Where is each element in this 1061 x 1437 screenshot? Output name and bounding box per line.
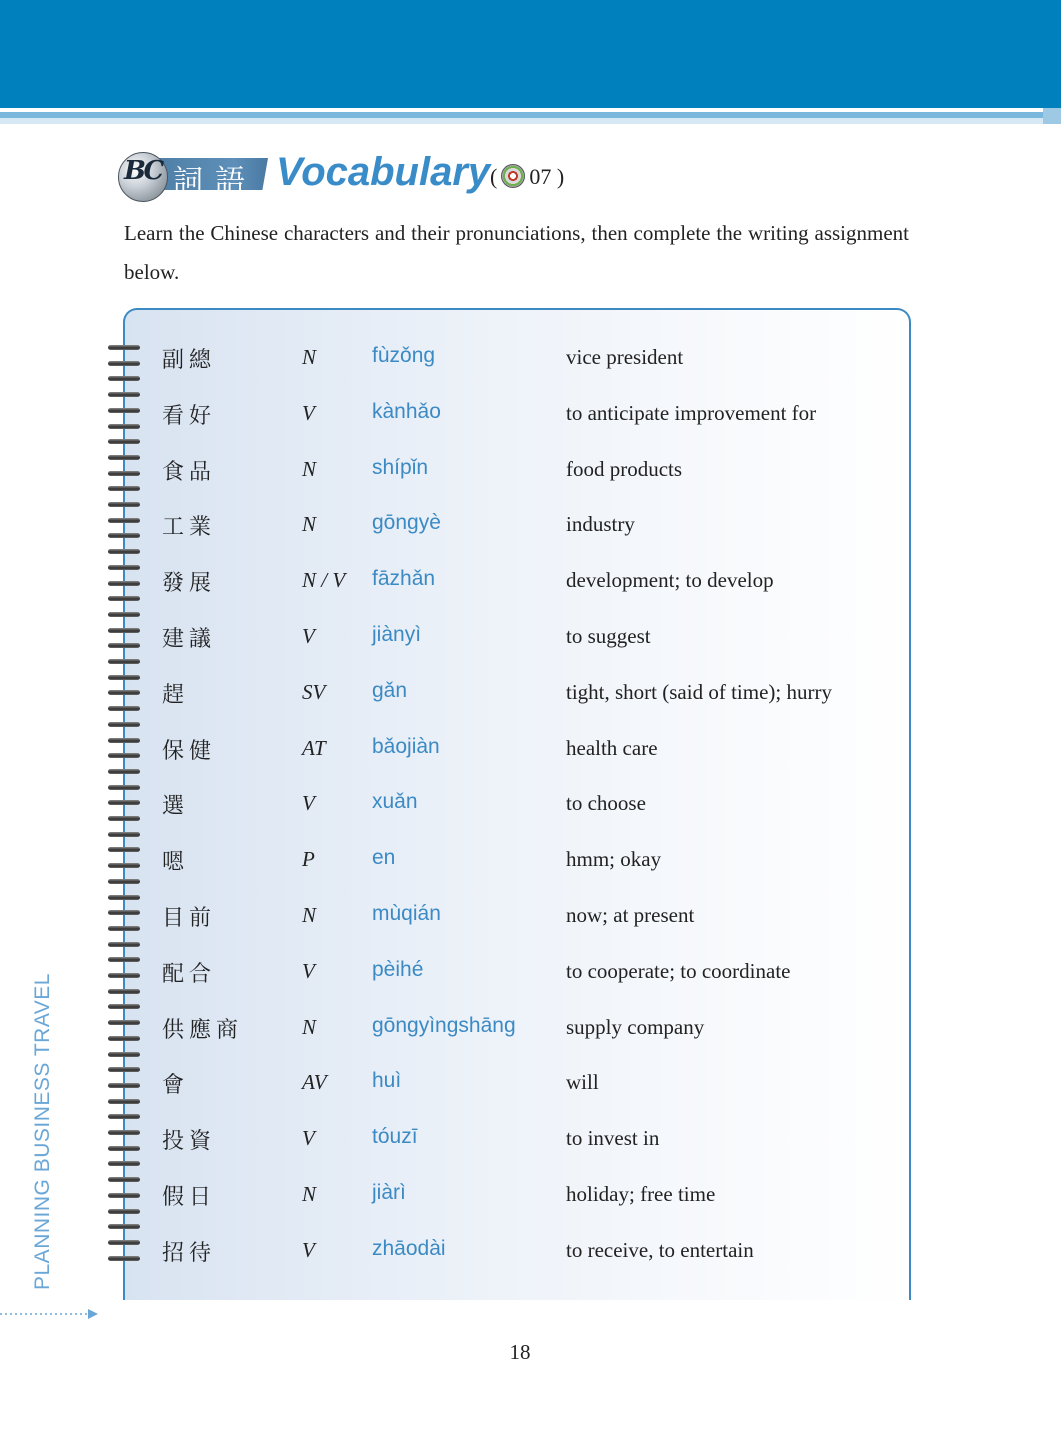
- vocab-chinese: 投資: [162, 1129, 217, 1155]
- track-number: 07: [529, 164, 552, 189]
- vocab-pinyin: xuǎn: [372, 790, 418, 814]
- vocab-part-of-speech: V: [302, 958, 315, 983]
- vocab-row: [0, 999, 1061, 1055]
- vocab-english: food products: [566, 456, 683, 481]
- vocab-chinese: 保健: [162, 738, 217, 764]
- vocab-row: [0, 329, 1061, 385]
- vocab-row: [0, 552, 1061, 608]
- vocab-part-of-speech: V: [302, 400, 315, 425]
- audio-track-reference: [490, 164, 564, 190]
- vocab-row: [0, 664, 1061, 720]
- vocab-chinese: 嗯: [162, 850, 190, 876]
- vocab-chinese: 趕: [162, 682, 190, 708]
- vocab-part-of-speech: AV: [302, 1070, 327, 1095]
- vocab-part-of-speech: SV: [302, 679, 326, 704]
- paren-open: (: [490, 164, 498, 189]
- banner-notch: [1043, 108, 1061, 124]
- vocab-part-of-speech: V: [302, 791, 315, 816]
- vocab-part-of-speech: N: [302, 1014, 317, 1039]
- vocab-row: [0, 496, 1061, 552]
- page-number: 18: [509, 1340, 531, 1364]
- vocab-chinese: 選: [162, 794, 190, 820]
- vocab-pinyin: gǎn: [372, 678, 408, 702]
- vocab-english: holiday; free time: [566, 1182, 716, 1206]
- vocab-part-of-speech: N: [302, 903, 317, 927]
- vocab-chinese: 發展: [162, 571, 217, 597]
- vocab-english: to choose: [566, 791, 646, 816]
- vocab-row: [0, 1110, 1061, 1166]
- vocab-chinese: 供應商: [162, 1017, 244, 1043]
- vocab-part-of-speech: N: [302, 512, 317, 537]
- vocab-pinyin: tóuzī: [372, 1125, 418, 1149]
- vocab-row: [0, 441, 1061, 497]
- vocab-pinyin: gōngyìngshāng: [372, 1013, 516, 1037]
- vocab-pinyin: mùqián: [372, 902, 441, 925]
- vocab-part-of-speech: V: [302, 1126, 315, 1151]
- paren-close: ): [556, 164, 565, 189]
- vocab-pinyin: shípǐn: [372, 455, 429, 479]
- vocab-part-of-speech: AT: [302, 735, 326, 760]
- vocab-row: [0, 831, 1061, 887]
- section-title-chinese: 詞語: [173, 164, 257, 199]
- vocab-row: [0, 385, 1061, 441]
- vocab-english: hmm; okay: [566, 847, 662, 872]
- vocab-pinyin: pèihé: [372, 957, 424, 981]
- instructions-text: Learn the Chinese characters and their pronunciations, then complete the writing assignment below.: [124, 221, 909, 284]
- banner-stripe-light: [0, 118, 1061, 124]
- vocab-row: [0, 608, 1061, 664]
- chapter-side-label: PLANNING BUSINESS TRAVEL: [31, 973, 54, 1290]
- vocab-chinese: 食品: [162, 459, 217, 485]
- vocab-row: [0, 1054, 1061, 1110]
- section-title-english: Vocabulary: [276, 150, 491, 194]
- vocab-english: to suggest: [566, 624, 651, 648]
- vocab-pinyin: jiàrì: [372, 1181, 406, 1204]
- vocab-english: to invest in: [566, 1126, 660, 1151]
- vocab-row: [0, 1222, 1061, 1278]
- vocab-row: [0, 775, 1061, 831]
- vocab-chinese: 假日: [162, 1185, 217, 1210]
- vocab-pinyin: en: [372, 846, 396, 870]
- vocab-english: now; at present: [566, 903, 695, 927]
- vocab-chinese: 會: [162, 1073, 190, 1099]
- vocab-pinyin: bǎojiàn: [372, 734, 440, 758]
- vocab-row: [0, 720, 1061, 776]
- vocab-part-of-speech: V: [302, 624, 315, 648]
- vocab-chinese: 配合: [162, 961, 217, 987]
- vocab-english: health care: [566, 735, 658, 760]
- vocab-pinyin: kànhǎo: [372, 399, 441, 423]
- vocab-row: [0, 887, 1061, 943]
- vocab-english: to anticipate improvement for: [566, 400, 817, 425]
- logo-text: BC: [124, 156, 162, 186]
- vocab-row: [0, 943, 1061, 999]
- vocab-english: to receive, to entertain: [566, 1237, 754, 1262]
- top-banner: [0, 0, 1061, 108]
- vocab-chinese: 副總: [162, 348, 217, 373]
- vocab-english: vice president: [566, 345, 684, 369]
- vocab-part-of-speech: V: [302, 1237, 315, 1262]
- vocab-part-of-speech: N / V: [302, 568, 346, 593]
- side-arrow-icon: [0, 1308, 100, 1320]
- vocab-chinese: 工業: [162, 515, 217, 541]
- vocab-row: [0, 1166, 1061, 1222]
- vocab-english: to cooperate; to coordinate: [566, 958, 791, 983]
- vocab-pinyin: jiànyì: [372, 623, 422, 646]
- vocab-part-of-speech: N: [302, 456, 317, 481]
- vocab-english: industry: [566, 512, 635, 537]
- vocab-part-of-speech: N: [302, 1182, 317, 1206]
- vocab-english: development; to develop: [566, 568, 774, 593]
- vocab-chinese: 建議: [162, 627, 217, 652]
- vocab-english: will: [566, 1070, 599, 1095]
- vocab-pinyin: huì: [372, 1069, 402, 1093]
- vocab-english: supply company: [566, 1014, 705, 1039]
- vocab-pinyin: gōngyè: [372, 511, 441, 535]
- vocab-chinese: 招待: [162, 1240, 217, 1266]
- section-header: [118, 150, 638, 202]
- vocab-part-of-speech: N: [302, 345, 317, 369]
- vocab-part-of-speech: P: [302, 847, 315, 872]
- cd-icon: [501, 164, 525, 188]
- vocab-pinyin: zhāodài: [372, 1236, 446, 1260]
- vocab-pinyin: fùzǒng: [372, 344, 436, 367]
- vocab-chinese: 目前: [162, 906, 217, 931]
- vocab-english: tight, short (said of time); hurry: [566, 679, 832, 704]
- vocab-pinyin: fāzhǎn: [372, 567, 436, 591]
- vocab-chinese: 看好: [162, 403, 217, 429]
